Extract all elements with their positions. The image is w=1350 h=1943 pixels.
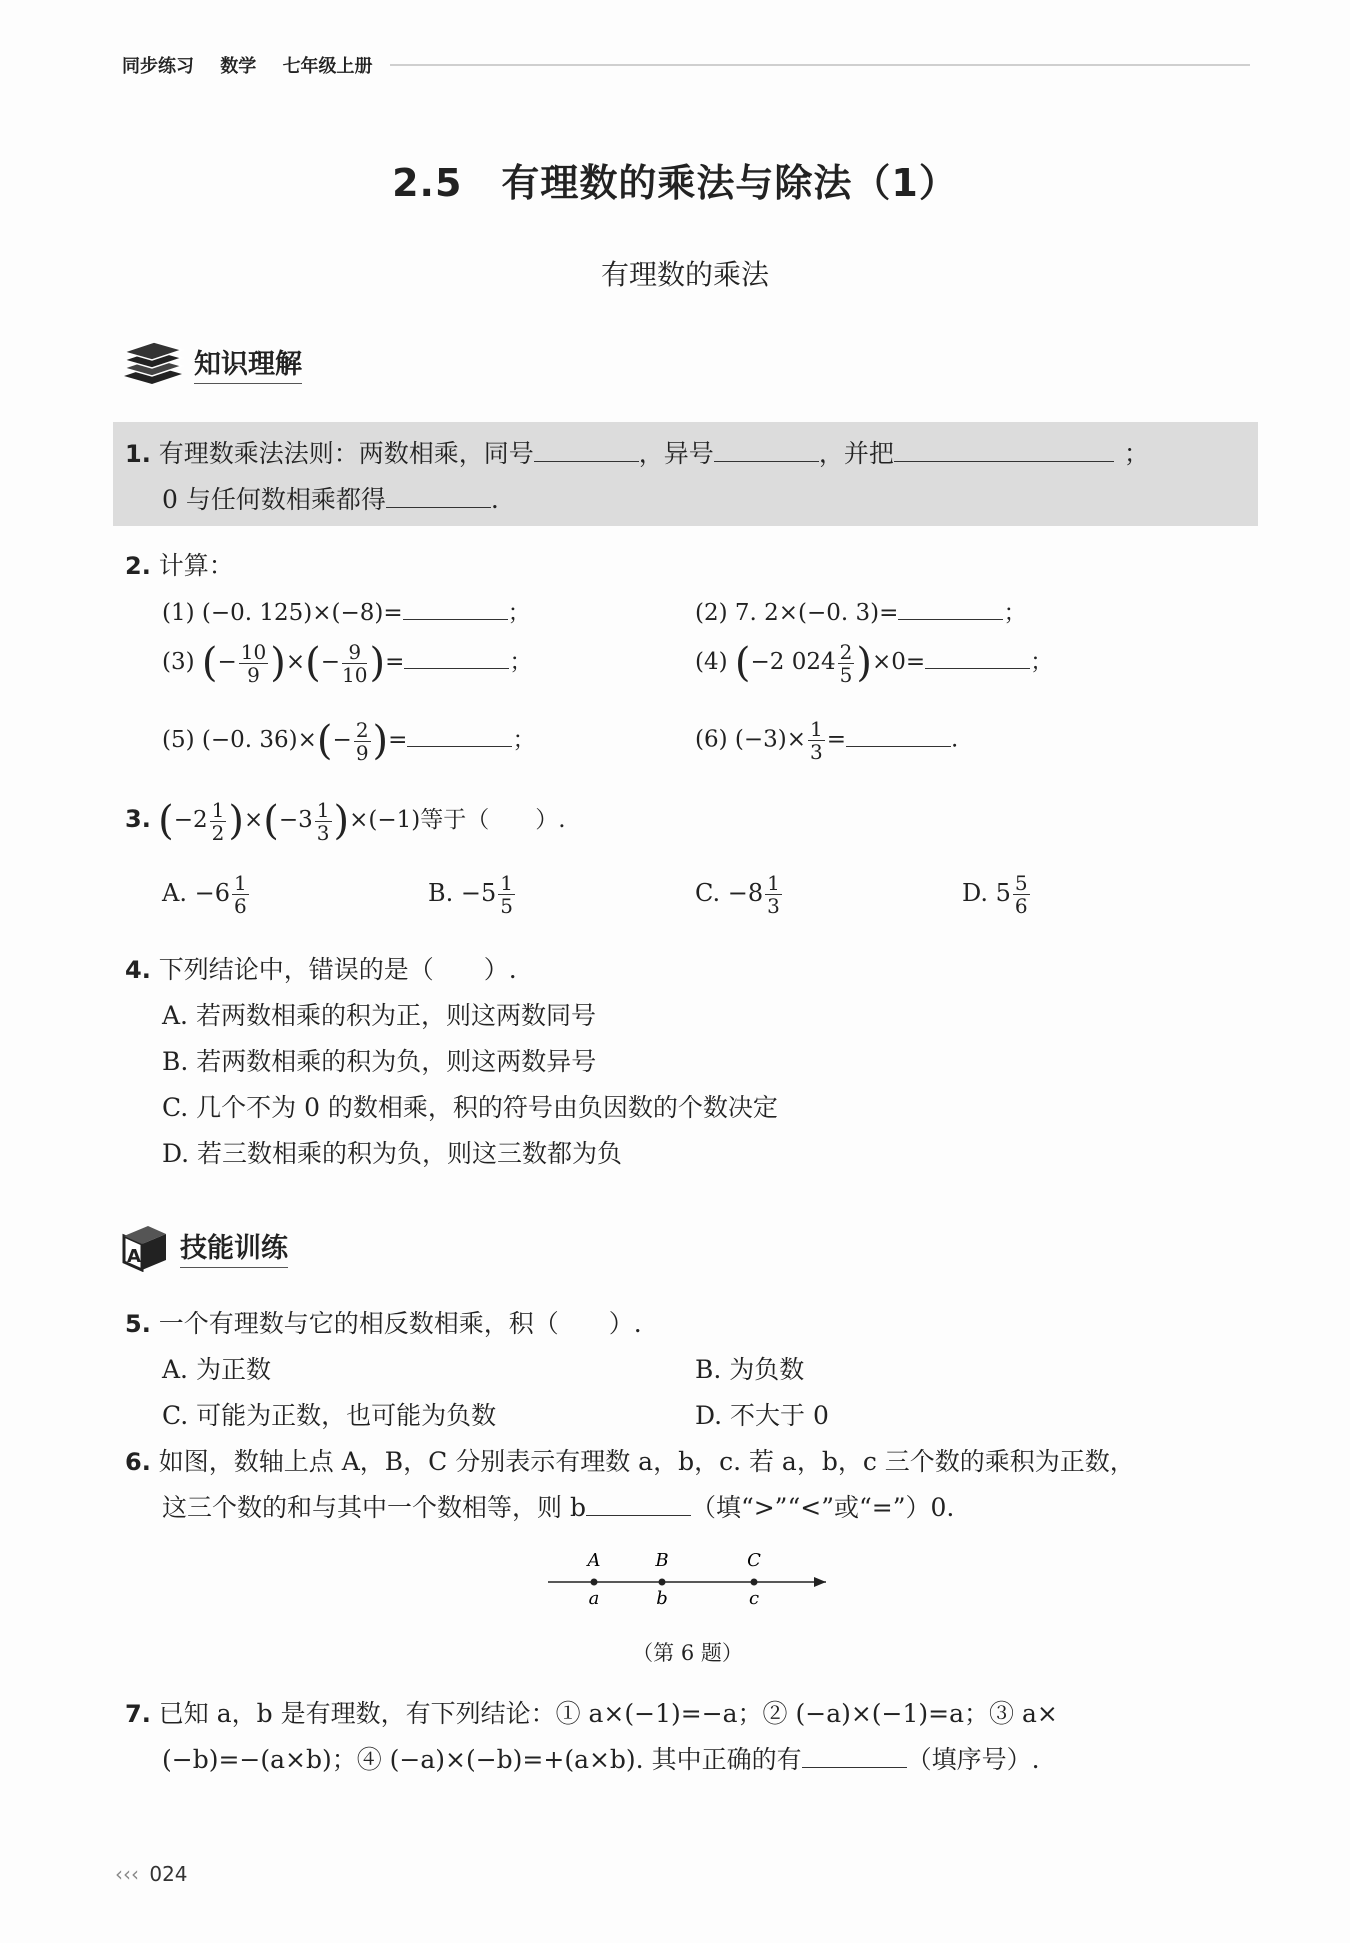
answer-blank[interactable] bbox=[846, 724, 951, 747]
q6-text: （填“>”“<”或“=”）0. bbox=[690, 1493, 955, 1522]
header-book: 同步练习 bbox=[122, 56, 194, 77]
numerator: 1 bbox=[316, 797, 330, 822]
numerator: 1 bbox=[500, 871, 514, 895]
paren: ( bbox=[263, 798, 279, 844]
q3-option-b[interactable] bbox=[428, 872, 517, 917]
paren: ) bbox=[270, 640, 286, 686]
header-rule bbox=[390, 64, 1250, 66]
q5-text: 一个有理数与它的相反数相乘，积（ ）. bbox=[158, 1309, 642, 1338]
q1-text: . bbox=[490, 485, 499, 514]
paren: ) bbox=[228, 798, 244, 844]
q3-option-c[interactable] bbox=[695, 872, 784, 917]
denominator: 3 bbox=[316, 820, 330, 845]
section-heading-knowledge bbox=[120, 340, 302, 386]
option-text: D. 5 bbox=[962, 879, 1011, 907]
q2-part-2 bbox=[695, 594, 1026, 627]
option-text: B. −5 bbox=[428, 879, 497, 907]
sign: − bbox=[217, 649, 237, 675]
q5-option-c[interactable]: C. 可能为正数，也可能为负数 bbox=[162, 1401, 497, 1430]
q5-option-d[interactable]: D. 不大于 0 bbox=[695, 1401, 829, 1430]
q4-option-c[interactable]: C. 几个不为 0 的数相乘，积的符号由负因数的个数决定 bbox=[162, 1093, 778, 1122]
running-header bbox=[122, 52, 393, 78]
numerator: 9 bbox=[342, 641, 367, 664]
punct: ； bbox=[1003, 600, 1027, 626]
punct: ； bbox=[509, 649, 533, 675]
expr: (2) 7. 2×(−0. 3)= bbox=[695, 600, 899, 626]
question-number: 5. bbox=[125, 1310, 151, 1338]
question-3: 3. (−2 $\frac{1}{2}$ )×(−3 $\frac{1}{3}$ )×(−1)等于（ ）. bbox=[125, 797, 566, 845]
question-7-line-2 bbox=[162, 1740, 1040, 1776]
question-1-line-1 bbox=[125, 434, 1149, 470]
point-a bbox=[591, 1579, 598, 1586]
q4-option-d[interactable]: D. 若三数相乘的积为负，则这三数都为负 bbox=[162, 1139, 623, 1168]
figure-caption: （第 6 题） bbox=[632, 1641, 743, 1665]
expr: (−3)× bbox=[734, 726, 807, 753]
label-lower-c: c bbox=[748, 1588, 760, 1609]
numerator: 1 bbox=[233, 871, 247, 895]
q6-text: 这三个数的和与其中一个数相等，则 b bbox=[162, 1493, 586, 1522]
numerator: 2 bbox=[839, 639, 853, 664]
page-title: 2.5 有理数的乘法与除法（1） bbox=[392, 161, 958, 205]
fraction bbox=[342, 641, 367, 686]
fraction bbox=[1013, 872, 1030, 917]
denominator: 10 bbox=[342, 662, 368, 687]
part-label: (4) bbox=[695, 649, 728, 675]
fraction bbox=[315, 799, 332, 844]
q5-option-b[interactable]: B. 为负数 bbox=[695, 1355, 805, 1384]
q2-part-3: (3) (− $\frac{10}{9}$ )×(− $\frac{9}{10}$ )= ； bbox=[162, 639, 533, 687]
fraction bbox=[354, 719, 371, 764]
numerator: 1 bbox=[810, 717, 823, 741]
q3-option-a[interactable] bbox=[162, 872, 251, 917]
arrow-head-icon bbox=[814, 1577, 826, 1587]
part-label: (6) bbox=[695, 726, 728, 753]
denominator: 3 bbox=[767, 894, 780, 918]
q2-part-5 bbox=[162, 718, 535, 764]
denominator: 6 bbox=[1014, 894, 1028, 918]
denominator: 5 bbox=[839, 662, 853, 687]
answer-blank[interactable] bbox=[404, 646, 509, 669]
letter-block-icon bbox=[120, 1222, 170, 1272]
books-icon bbox=[120, 340, 184, 386]
number-line-figure bbox=[540, 1548, 840, 1610]
question-6-line-2 bbox=[162, 1488, 954, 1524]
point-c bbox=[751, 1579, 758, 1586]
paren: ( bbox=[201, 640, 218, 686]
answer-blank[interactable] bbox=[802, 1745, 907, 1768]
sign: − bbox=[320, 649, 341, 675]
punct: . bbox=[951, 726, 959, 753]
fraction bbox=[239, 641, 268, 686]
whole: −2 024 bbox=[750, 649, 836, 675]
punct: ； bbox=[507, 600, 531, 626]
svg-text:A: A bbox=[127, 1246, 141, 1267]
punct: ； bbox=[512, 727, 536, 753]
paren: ( bbox=[158, 798, 174, 844]
question-number: 3. bbox=[125, 805, 151, 833]
denominator: 9 bbox=[247, 662, 260, 687]
paren: ( bbox=[316, 718, 333, 764]
numerator: 5 bbox=[1014, 871, 1028, 895]
denominator: 5 bbox=[500, 894, 514, 918]
whole: −3 bbox=[278, 807, 313, 833]
answer-blank[interactable] bbox=[407, 724, 512, 747]
label-upper-a: A bbox=[587, 1550, 601, 1571]
label-lower-a: a bbox=[588, 1588, 600, 1609]
section-heading-skills bbox=[120, 1222, 288, 1272]
answer-blank[interactable] bbox=[925, 646, 1030, 669]
paren: ) bbox=[369, 640, 386, 686]
page-number: 024 bbox=[149, 1862, 188, 1886]
q4-option-b[interactable]: B. 若两数相乘的积为负，则这两数异号 bbox=[162, 1047, 597, 1076]
fraction bbox=[808, 718, 825, 763]
q2-part-1 bbox=[162, 594, 531, 627]
question-2 bbox=[125, 546, 234, 582]
numerator: 1 bbox=[767, 871, 780, 895]
question-1-line-2 bbox=[162, 480, 499, 516]
q1-text: 有理数乘法法则：两数相乘，同号 bbox=[158, 439, 534, 468]
q7-text: (−b)=−(a×b)；④ (−a)×(−b)=+(a×b). 其中正确的有 bbox=[162, 1745, 802, 1774]
question-6-line-1 bbox=[125, 1442, 1135, 1478]
punct: ； bbox=[1030, 649, 1054, 675]
fraction bbox=[498, 872, 515, 917]
equals: = bbox=[385, 649, 405, 675]
answer-blank[interactable] bbox=[894, 439, 1114, 462]
denominator: 9 bbox=[355, 740, 369, 765]
paren: ) bbox=[333, 798, 350, 844]
question-number: 1. bbox=[125, 440, 151, 468]
expr: ×0= bbox=[871, 649, 926, 675]
question-number: 6. bbox=[125, 1448, 151, 1476]
paren: ( bbox=[734, 640, 751, 686]
equals: = bbox=[388, 727, 408, 753]
page-subtitle: 有理数的乘法 bbox=[600, 258, 769, 291]
q2-part-6 bbox=[695, 718, 958, 763]
equals: = bbox=[826, 726, 847, 753]
header-grade: 七年级上册 bbox=[282, 56, 373, 77]
label-upper-b: B bbox=[655, 1550, 669, 1571]
q6-text: 如图，数轴上点 A，B，C 分别表示有理数 a，b，c. 若 a，b，c 三个数的乘积为正数， bbox=[158, 1447, 1135, 1476]
header-subject: 数学 bbox=[220, 56, 257, 77]
label-lower-b: b bbox=[656, 1588, 668, 1609]
q1-text: ； bbox=[1123, 439, 1149, 468]
page-footer bbox=[115, 1862, 188, 1886]
paren: ) bbox=[856, 640, 872, 686]
numerator: 10 bbox=[240, 639, 267, 664]
q2-text: 计算： bbox=[158, 551, 234, 580]
sign: − bbox=[332, 727, 352, 753]
q1-text: ，并把 bbox=[818, 439, 894, 468]
denominator: 3 bbox=[810, 740, 823, 764]
q4-option-a[interactable]: A. 若两数相乘的积为正，则这两数同号 bbox=[162, 1001, 596, 1030]
fraction bbox=[765, 872, 782, 917]
q3-text: ×(−1)等于（ ）. bbox=[349, 807, 566, 833]
part-label: (5) bbox=[162, 727, 195, 753]
question-5 bbox=[125, 1304, 642, 1340]
q7-text: （填序号）. bbox=[906, 1745, 1040, 1774]
numerator: 2 bbox=[355, 717, 369, 742]
answer-blank[interactable] bbox=[534, 439, 639, 462]
answer-blank[interactable] bbox=[386, 485, 491, 508]
paren: ( bbox=[305, 640, 321, 686]
answer-blank[interactable] bbox=[403, 597, 508, 620]
question-number: 7. bbox=[125, 1700, 151, 1728]
expr: (−0. 36)× bbox=[201, 727, 317, 753]
q5-option-a[interactable]: A. 为正数 bbox=[162, 1355, 271, 1384]
q4-text: 下列结论中，错误的是（ ）. bbox=[158, 955, 517, 984]
q3-option-d[interactable] bbox=[962, 872, 1032, 917]
fraction bbox=[210, 799, 227, 844]
q1-text: ，异号 bbox=[638, 439, 714, 468]
q1-text: 0 与任何数相乘都得 bbox=[162, 485, 386, 514]
q7-text: 已知 a，b 是有理数，有下列结论：① a×(−1)=−a；② (−a)×(−1)=a；③ a× bbox=[158, 1699, 1058, 1728]
chevrons-left-icon: ‹‹‹ bbox=[115, 1862, 139, 1886]
expr: (1) (−0. 125)×(−8)= bbox=[162, 600, 403, 626]
answer-blank[interactable] bbox=[586, 1493, 691, 1516]
point-b bbox=[659, 1579, 666, 1586]
section-label: 技能训练 bbox=[180, 1226, 288, 1268]
question-4 bbox=[125, 950, 517, 986]
denominator: 6 bbox=[233, 894, 247, 918]
label-upper-c: C bbox=[747, 1550, 761, 1571]
question-7-line-1 bbox=[125, 1694, 1058, 1730]
section-label: 知识理解 bbox=[194, 342, 302, 384]
part-label: (3) bbox=[162, 649, 195, 675]
question-number: 2. bbox=[125, 552, 151, 580]
denominator: 2 bbox=[211, 820, 225, 845]
fraction bbox=[838, 641, 855, 686]
fraction bbox=[232, 872, 249, 917]
paren: ) bbox=[372, 718, 389, 764]
question-number: 4. bbox=[125, 956, 151, 984]
q2-part-4 bbox=[695, 640, 1053, 686]
whole: −2 bbox=[173, 807, 208, 833]
answer-blank[interactable] bbox=[714, 439, 819, 462]
numerator: 1 bbox=[211, 797, 225, 822]
option-text: A. −6 bbox=[162, 879, 230, 907]
answer-blank[interactable] bbox=[898, 597, 1003, 620]
option-text: C. −8 bbox=[695, 879, 764, 907]
